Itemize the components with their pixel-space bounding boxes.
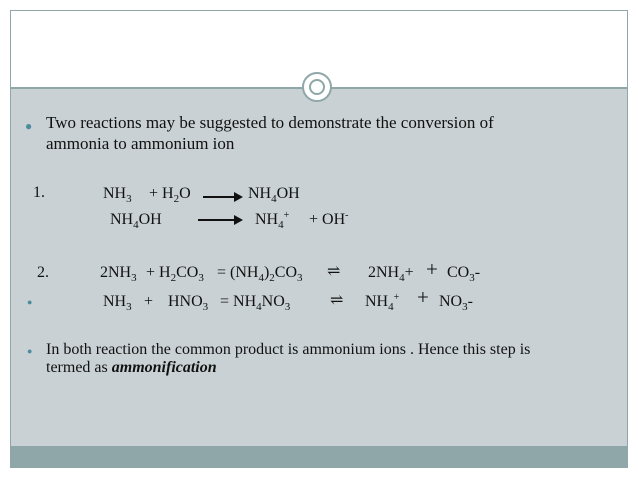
reaction-2b-reactant-nh3: $NH_3$ [103, 293, 132, 313]
reaction-1b-reactant: $NH_4OH$ [110, 211, 162, 231]
intro-line-1: Two reactions may be suggested to demonstrate the conversion of [46, 113, 494, 132]
ammonification-term: ammonification [111, 359, 217, 376]
decorative-ring-icon [302, 72, 332, 102]
bullet-icon: ● [27, 297, 33, 307]
slide-footer-band [10, 446, 628, 468]
reaction-2b-ion-no3: $NO_3-$ [439, 293, 473, 313]
reaction-1a-reactant-nh3: $NH_3$ [103, 185, 132, 205]
reaction-2a-plus-sign: + [426, 257, 438, 281]
reaction-1a-reactant-h2o: + $H_2O$ [149, 185, 191, 205]
reaction-2b-ion-nh4: $NH_4^+$ [365, 292, 400, 313]
bullet-icon: ● [25, 119, 33, 133]
reaction-1a-product: $NH_4OH$ [248, 185, 300, 205]
reaction-2a-equilibrium-icon: ⇌ [327, 263, 341, 280]
reaction-2b-equilibrium-icon: ⇌ [330, 292, 344, 309]
reaction-2b-product-salt: = $NH_4NO_3$ [220, 293, 291, 313]
reaction-1b-product-nh4: $NH_4^+$ [255, 210, 290, 231]
reaction-2a-ion-nh4: $2NH_4+$ [368, 264, 414, 284]
reaction-1a-arrow-icon [203, 196, 241, 198]
reaction-1b-arrow-icon [198, 219, 241, 221]
intro-line-2: ammonia to ammonium ion [46, 134, 235, 153]
conclusion-line-2: termed as ammonification [46, 359, 217, 376]
reaction-2a-reactant-nh3: $2NH_3$ [100, 264, 137, 284]
reaction-2b-reactant-hno3: $HNO_3$ [168, 293, 209, 313]
reaction-1b-product-oh: + OH- [309, 210, 349, 228]
reaction-2a-product-salt: = $(NH_4)_2CO_3$ [217, 264, 303, 284]
reaction-2a-ion-co3: $CO_3-$ [447, 264, 481, 284]
reaction-2b-plus: + [144, 293, 154, 310]
reaction-2-label: 2. [37, 264, 49, 281]
reaction-2b-plus-sign: + [417, 285, 429, 309]
decorative-ring-inner-icon [309, 79, 325, 95]
reaction-1-label: 1. [33, 184, 45, 201]
reaction-2a-reactant-h2co3: + $H_2CO_3$ [146, 264, 204, 284]
conclusion-line-1: In both reaction the common product is ammonium ions . Hence this step is [46, 341, 531, 358]
bullet-icon: ● [27, 346, 33, 356]
